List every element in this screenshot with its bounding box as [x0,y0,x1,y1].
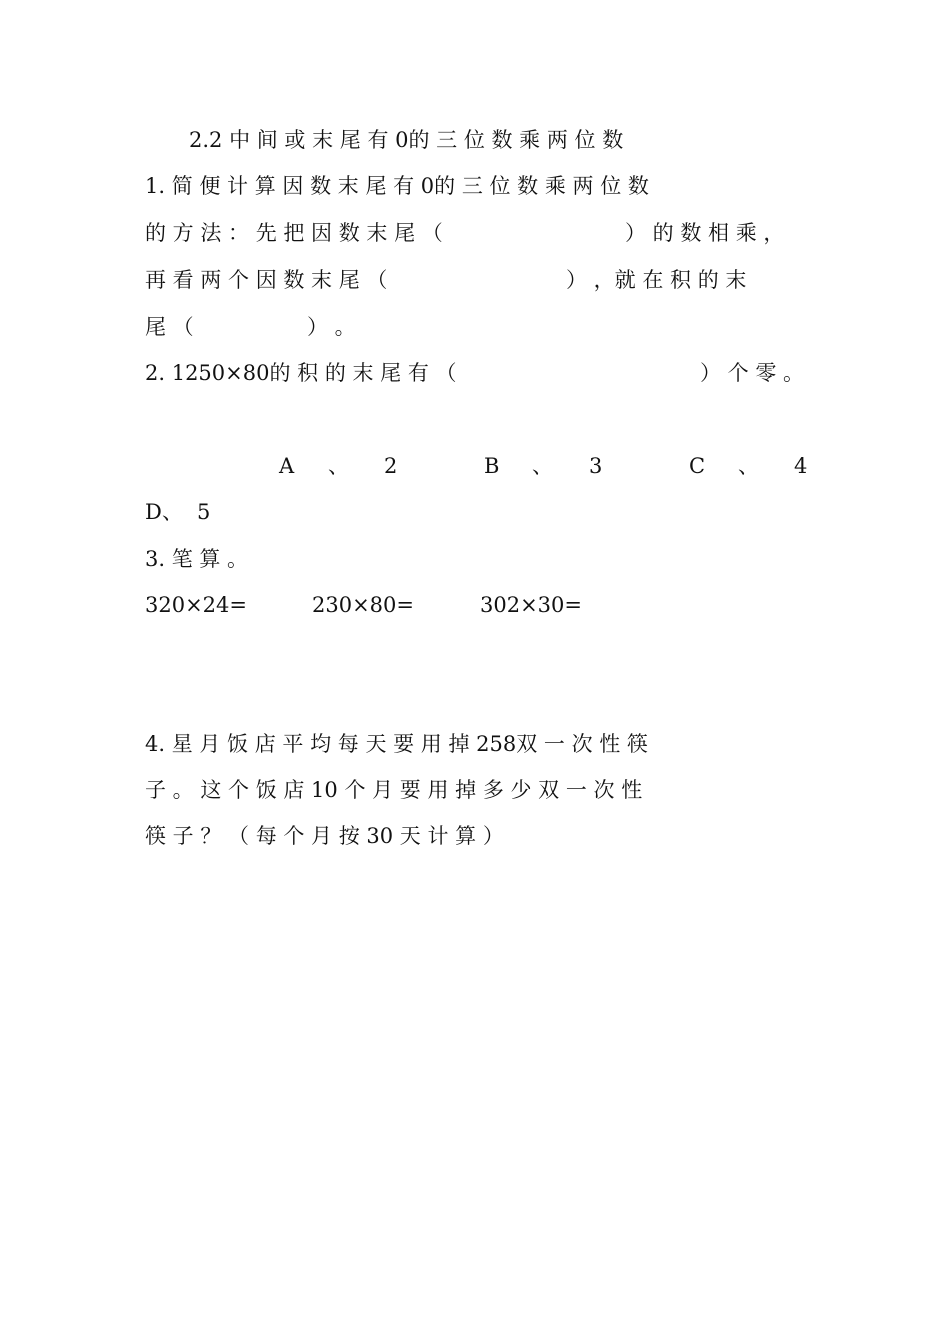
q2-stem-end: ） 个 零 。 [700,361,805,385]
q2-option-b-value: 3 [589,454,603,478]
q1-line-1: 1. 简 便 计 算 因 数 末 尾 有 0的 三 位 数 乘 两 位 数 [145,174,649,198]
q2-option-d-label: D [145,500,162,524]
q1-line-4-end: ） 。 [307,315,356,339]
q2-option-d-value: 5 [197,500,211,524]
q2-option-a-value: 2 [384,454,398,478]
q2-option-a-label: A [279,454,295,478]
q3-item-3: 302×30= [480,593,582,617]
q2-option-b-label: B [484,454,500,478]
q2-stem-start: 2. 1250×80的 积 的 末 尾 有 （ [145,361,457,385]
q3-item-2: 230×80= [312,593,414,617]
q4-line-3: 筷 子 ？ （ 每 个 月 按 30 天 计 算 ） [145,824,504,848]
q3-stem: 3. 笔 算 。 [145,547,249,571]
q1-line-3-start: 再 看 两 个 因 数 末 尾 （ [145,268,388,292]
q2-option-c-value: 4 [794,454,808,478]
q2-option-c-label: C [689,454,706,478]
q4-line-2: 子 。 这 个 饭 店 10 个 月 要 用 掉 多 少 双 一 次 性 [145,778,643,802]
q1-line-4-start: 尾 （ [145,315,194,339]
page-title: 2.2 中 间 或 末 尾 有 0的 三 位 数 乘 两 位 数 [189,128,624,152]
q2-option-b-sep: 、 [532,454,553,478]
q3-item-1: 320×24= [145,593,247,617]
q1-line-2-start: 的 方 法 ： 先 把 因 数 末 尾 （ [145,221,443,245]
q1-line-3-end: ） ，就 在 积 的 末 [566,268,747,292]
q2-option-d-sep: 、 [162,500,183,524]
q2-option-c-sep: 、 [738,454,759,478]
q4-line-1: 4. 星 月 饭 店 平 均 每 天 要 用 掉 258双 一 次 性 筷 [145,732,648,756]
q2-option-a-sep: 、 [328,454,349,478]
q1-line-2-end: ） 的 数 相 乘 ， [625,221,785,245]
